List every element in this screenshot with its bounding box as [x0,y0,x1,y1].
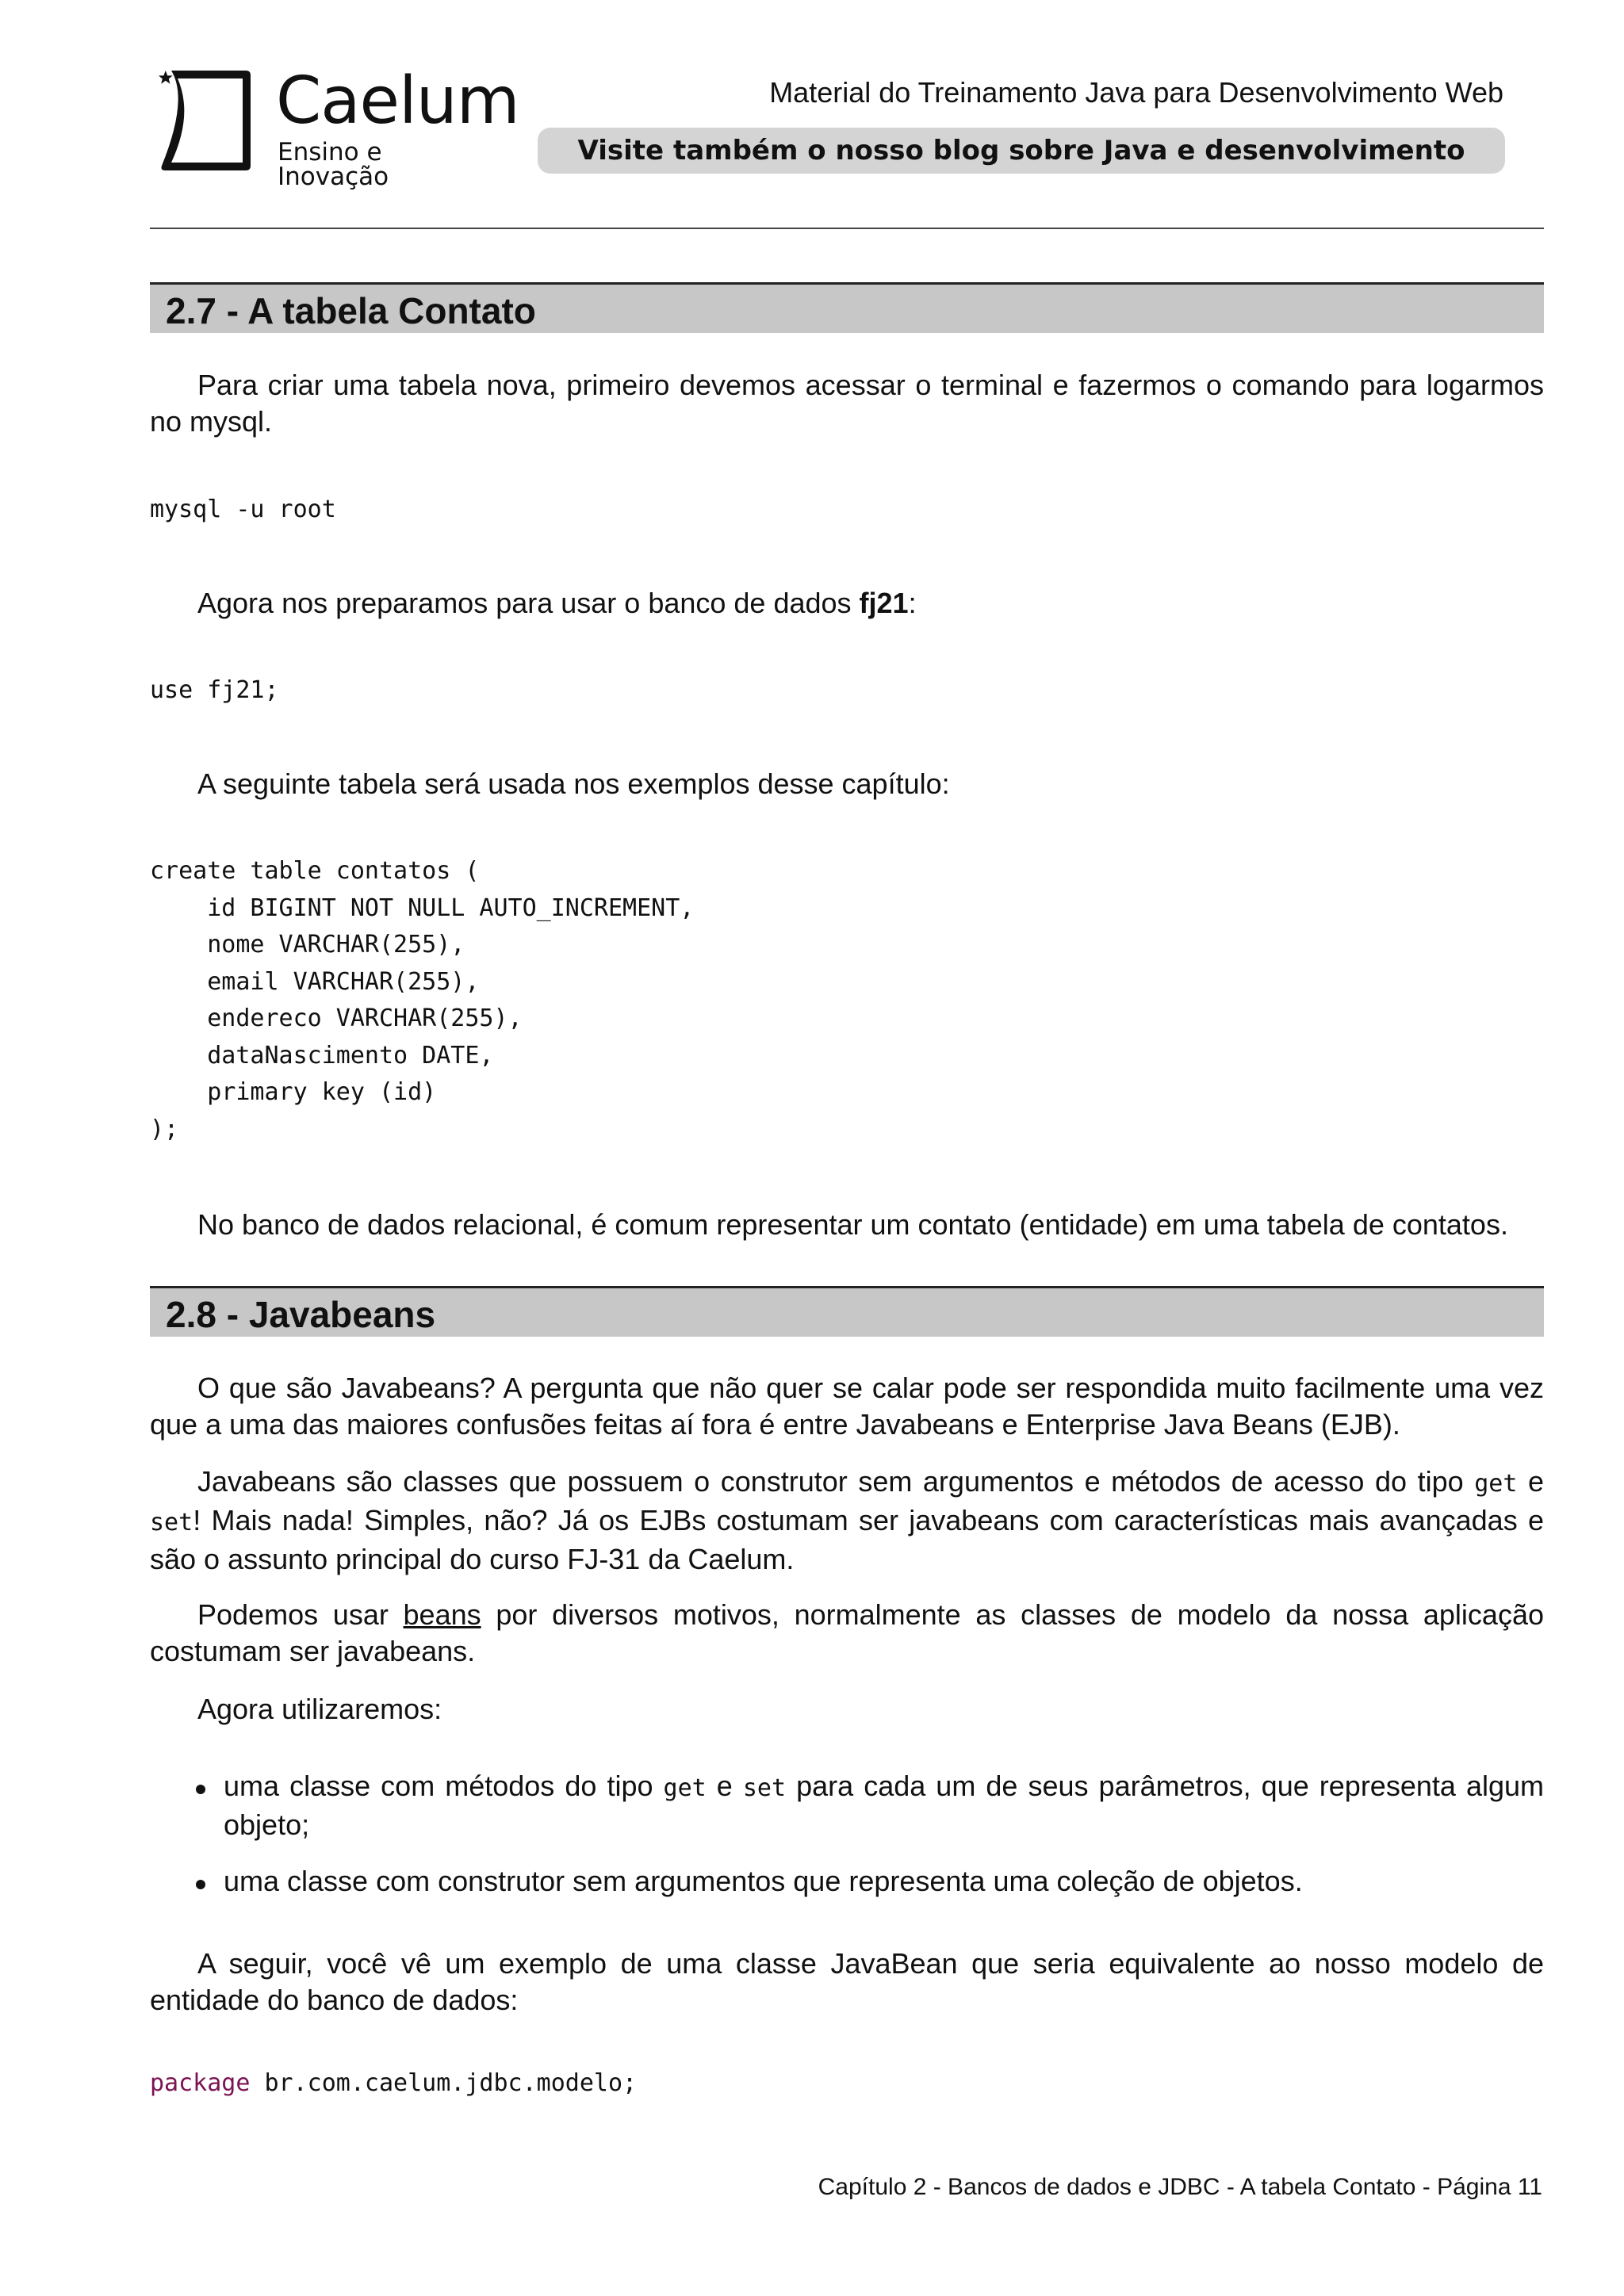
bullet-icon [196,1880,205,1889]
list-item [224,1768,1544,1843]
logo-name: Caelum [276,63,519,139]
inline-code-set: set [742,1774,787,1802]
code-block-mysql-login: mysql -u root [150,496,336,523]
inline-code-get: get [663,1774,707,1802]
paragraph [150,1946,1544,2019]
bullet-icon [196,1785,205,1794]
header-divider [150,228,1544,229]
paragraph-text: ! Mais nada! Simples, não? Já os EJBs costumam ser javabeans com características mais avançadas e são o assunto principal do curso FJ-31 da Caelum. [150,1504,1544,1575]
paragraph [150,1597,1544,1670]
paragraph-text: e [1517,1465,1544,1498]
caelum-logo-mark-icon [157,67,254,174]
paragraph [150,766,1544,802]
code-block-create-table: create table contatos ( id BIGINT NOT NULL AUTO_INCREMENT, nome VARCHAR(255), email VARCHAR(255), endereco VARCHAR(255), dataNascimento DATE, primary key (id) ); [150,857,695,1143]
code-keyword: package [150,2069,251,2097]
list-item-text: e [706,1770,743,1802]
paragraph-text: O que são Javabeans? A pergunta que não quer se calar pode ser respondida muito facilmente uma vez que a uma das maiores confusões feitas aí fora é entre Javabeans e Enterprise Java Beans (EJB). [150,1372,1544,1441]
code-block-package [150,2065,637,2103]
paragraph-text: : [908,587,917,619]
paragraph [150,367,1544,440]
list-item-text: uma classe com construtor sem argumentos que representa uma coleção de objetos. [224,1865,1303,1897]
paragraph-text: Podemos usar [197,1598,404,1631]
page-footer: Capítulo 2 - Bancos de dados e JDBC - A tabela Contato - Página 11 [818,2174,1542,2200]
logo-tagline: Ensino e Inovação [278,138,389,191]
paragraph-text: Agora nos preparamos para usar o banco de dados [197,587,860,619]
inline-code-set: set [150,1509,193,1536]
blog-banner-text: Visite também o nosso blog sobre Java e desenvolvimento [577,135,1465,166]
section-title: 2.8 - Javabeans [166,1294,436,1335]
paragraph-text: A seguinte tabela será usada nos exemplos desse capítulo: [197,767,950,800]
blog-banner[interactable] [538,128,1505,174]
beans-link[interactable]: beans [403,1598,481,1631]
paragraph-text: Javabeans são classes que possuem o construtor sem argumentos e métodos de acesso do tipo [197,1465,1475,1498]
section-heading-2-8 [150,1286,1544,1337]
paragraph-text: A seguir, você vê um exemplo de uma classe JavaBean que seria equivalente ao nosso modelo de entidade do banco de dados: [150,1947,1544,2016]
code-text: br.com.caelum.jdbc.modelo; [250,2069,638,2097]
paragraph [150,1370,1544,1443]
material-title: Material do Treinamento Java para Desenvolvimento Web [769,76,1503,109]
code-block-use-db: use fj21; [150,676,279,704]
list-item-text: uma classe com métodos do tipo [224,1770,664,1802]
paragraph [150,1207,1544,1243]
paragraph [150,585,1544,622]
list-item-text: para cada um de seus parâmetros, que representa algum objeto; [224,1770,1544,1841]
paragraph-text: por diversos motivos, normalmente as classes de modelo da nossa aplicação costumam ser javabeans. [150,1598,1544,1667]
list-item [224,1863,1544,1900]
paragraph-text: No banco de dados relacional, é comum representar um contato (entidade) em uma tabela de contatos. [197,1208,1508,1241]
paragraph [150,1691,1544,1728]
section-title: 2.7 - A tabela Contato [166,290,536,331]
section-heading-2-7 [150,282,1544,333]
database-name: fj21 [859,587,909,619]
paragraph-text: Agora utilizaremos: [197,1693,442,1725]
caelum-logo [157,63,519,191]
inline-code-get: get [1474,1470,1518,1498]
paragraph-text: Para criar uma tabela nova, primeiro devemos acessar o terminal e fazermos o comando para logarmos no mysql. [150,369,1544,438]
paragraph [150,1464,1544,1578]
